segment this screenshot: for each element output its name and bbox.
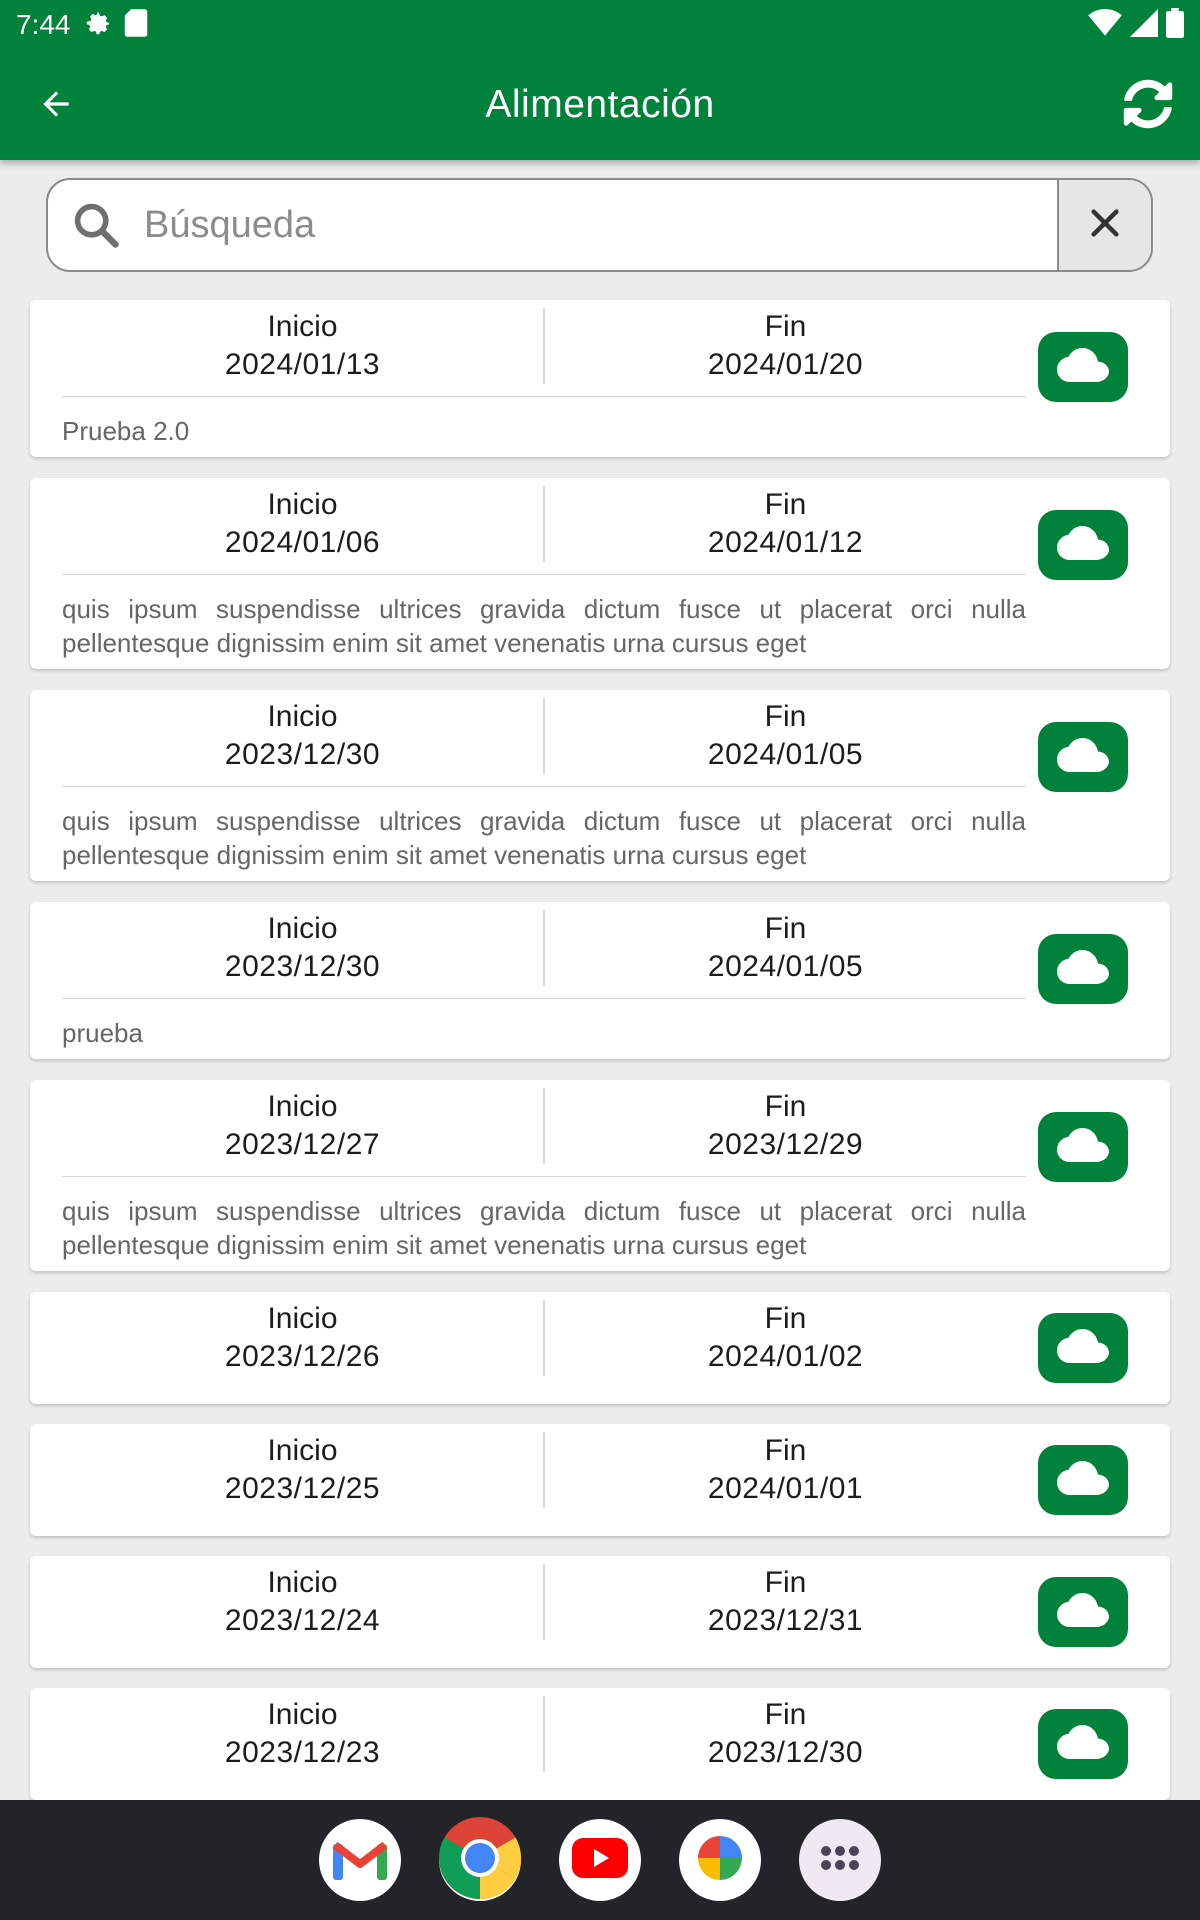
start-date: 2023/12/30: [224, 738, 381, 771]
sync-button[interactable]: [1038, 1445, 1128, 1515]
cloud-icon: [1057, 949, 1109, 990]
end-date: 2024/01/05: [707, 738, 864, 771]
record-description: quis ipsum suspendisse ultrices gravida dictum fusce ut placerat orci nulla pellentesque dignissim enim sit amet venenatis urna cursus eget: [62, 1196, 1026, 1260]
record-card[interactable]: [30, 902, 1170, 1059]
start-label: Inicio: [267, 1302, 338, 1335]
end-label: Fin: [764, 1434, 807, 1467]
start-label: Inicio: [267, 488, 338, 521]
start-label: Inicio: [267, 700, 338, 733]
chrome-app[interactable]: [439, 1819, 521, 1901]
close-icon: [1088, 206, 1122, 245]
sync-button[interactable]: [1038, 332, 1128, 402]
status-time: 7:44: [16, 9, 71, 40]
start-date: 2023/12/26: [224, 1340, 381, 1373]
start-label: Inicio: [267, 1698, 338, 1731]
refresh-button[interactable]: [1120, 78, 1176, 134]
start-label: Inicio: [267, 912, 338, 945]
record-dates: [62, 1564, 1026, 1652]
photos-icon: [692, 1830, 748, 1891]
record-description: Prueba 2.0: [62, 416, 190, 446]
app-drawer-icon: [819, 1844, 861, 1877]
cloud-icon: [1057, 347, 1109, 388]
end-date: 2024/01/02: [707, 1340, 864, 1373]
photos-app[interactable]: [679, 1819, 761, 1901]
cloud-icon: [1057, 1460, 1109, 1501]
cloud-icon: [1057, 737, 1109, 778]
record-dates: [62, 1432, 1026, 1520]
end-label: Fin: [764, 1698, 807, 1731]
record-card[interactable]: [30, 690, 1170, 881]
record-dates: [62, 486, 1026, 575]
start-date: 2024/01/06: [224, 526, 381, 559]
end-label: Fin: [764, 488, 807, 521]
record-description: quis ipsum suspendisse ultrices gravida dictum fusce ut placerat orci nulla pellentesque dignissim enim sit amet venenatis urna cursus eget: [62, 806, 1026, 870]
record-card[interactable]: [30, 1424, 1170, 1536]
end-label: Fin: [764, 310, 807, 343]
start-label: Inicio: [267, 310, 338, 343]
record-card[interactable]: [30, 1688, 1170, 1800]
end-date: 2024/01/20: [707, 348, 864, 381]
record-description: quis ipsum suspendisse ultrices gravida dictum fusce ut placerat orci nulla pellentesque dignissim enim sit amet venenatis urna cursus eget: [62, 594, 1026, 658]
record-dates: [62, 1300, 1026, 1388]
sync-button[interactable]: [1038, 722, 1128, 792]
end-label: Fin: [764, 912, 807, 945]
start-label: Inicio: [267, 1090, 338, 1123]
gmail-app[interactable]: [319, 1819, 401, 1901]
cloud-icon: [1057, 1724, 1109, 1765]
sync-button[interactable]: [1038, 1709, 1128, 1779]
end-label: Fin: [764, 700, 807, 733]
clear-search-button[interactable]: [1057, 180, 1151, 270]
end-label: Fin: [764, 1090, 807, 1123]
end-date: 2023/12/30: [707, 1736, 864, 1769]
settings-icon: [83, 8, 113, 43]
arrow-back-icon: [37, 85, 75, 128]
search-bar: [46, 178, 1153, 272]
record-dates: [62, 910, 1026, 999]
cloud-icon: [1057, 1127, 1109, 1168]
gmail-icon: [331, 1836, 389, 1885]
app-drawer-button[interactable]: [799, 1819, 881, 1901]
end-label: Fin: [764, 1302, 807, 1335]
sd-card-icon: [123, 8, 149, 43]
end-date: 2024/01/12: [707, 526, 864, 559]
youtube-icon: [572, 1838, 628, 1883]
record-card[interactable]: [30, 1080, 1170, 1271]
record-dates: [62, 698, 1026, 787]
end-date: 2023/12/31: [707, 1604, 864, 1637]
battery-icon: [1166, 8, 1184, 43]
end-date: 2023/12/29: [707, 1128, 864, 1161]
start-label: Inicio: [267, 1566, 338, 1599]
start-date: 2023/12/23: [224, 1736, 381, 1769]
dock-bar: [0, 1800, 1200, 1920]
youtube-app[interactable]: [559, 1819, 641, 1901]
status-bar: [0, 0, 1200, 50]
cloud-icon: [1057, 525, 1109, 566]
end-label: Fin: [764, 1566, 807, 1599]
start-label: Inicio: [267, 1434, 338, 1467]
record-dates: [62, 1088, 1026, 1177]
record-card[interactable]: [30, 1556, 1170, 1668]
page-title: Alimentación: [485, 83, 715, 126]
cloud-icon: [1057, 1592, 1109, 1633]
chrome-icon: [439, 1817, 521, 1904]
record-dates: [62, 308, 1026, 397]
sync-button[interactable]: [1038, 1112, 1128, 1182]
search-input[interactable]: [144, 180, 1057, 270]
record-card[interactable]: [30, 300, 1170, 457]
start-date: 2023/12/27: [224, 1128, 381, 1161]
sync-button[interactable]: [1038, 510, 1128, 580]
signal-icon: [1130, 9, 1158, 42]
start-date: 2023/12/30: [224, 950, 381, 983]
record-card[interactable]: [30, 1292, 1170, 1404]
record-description: prueba: [62, 1018, 143, 1048]
record-card[interactable]: [30, 478, 1170, 669]
start-date: 2023/12/25: [224, 1472, 381, 1505]
sync-button[interactable]: [1038, 1577, 1128, 1647]
search-icon: [48, 180, 144, 270]
start-date: 2023/12/24: [224, 1604, 381, 1637]
app-bar: [0, 50, 1200, 160]
refresh-icon: [1123, 79, 1173, 134]
cloud-icon: [1057, 1328, 1109, 1369]
start-date: 2024/01/13: [224, 348, 381, 381]
record-dates: [62, 1696, 1026, 1784]
wifi-icon: [1088, 9, 1122, 42]
end-date: 2024/01/01: [707, 1472, 864, 1505]
sync-button[interactable]: [1038, 934, 1128, 1004]
sync-button[interactable]: [1038, 1313, 1128, 1383]
back-button[interactable]: [30, 80, 82, 132]
end-date: 2024/01/05: [707, 950, 864, 983]
